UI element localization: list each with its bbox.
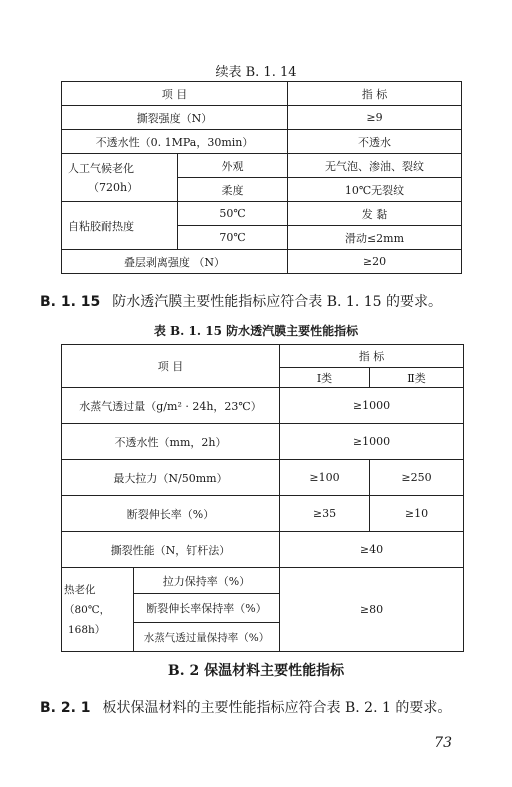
- table-row: [62, 532, 464, 568]
- row-value-class2: ≥10: [370, 496, 464, 532]
- row-value-class1: ≥35: [280, 496, 370, 532]
- table-row: [62, 388, 464, 424]
- row-label: 撕裂性能（N，钉杆法）: [62, 532, 280, 568]
- table-row: [62, 106, 462, 130]
- group-label: 自粘胶耐热度: [62, 202, 178, 250]
- table-row: [62, 202, 462, 226]
- table-row: [62, 568, 464, 594]
- row-value: 无气泡、渗油、裂纹: [288, 154, 462, 178]
- row-label: 水蒸气透过量（g/m² · 24h，23℃）: [62, 388, 280, 424]
- table1-caption: 续表 B. 1. 14: [215, 65, 297, 80]
- row-label: 不透水性（mm，2h）: [62, 424, 280, 460]
- section-heading-b-2: B. 2 保温材料主要性能指标: [167, 663, 345, 679]
- group-label-line1: 人工气候老化: [68, 161, 134, 175]
- paragraph-b-1-15: [40, 291, 442, 311]
- row-label: 最大拉力（N/50mm）: [62, 460, 280, 496]
- header-class2: Ⅱ类: [370, 368, 464, 388]
- row-label: 断裂伸长率（%）: [62, 496, 280, 532]
- group-label: [62, 154, 178, 202]
- row-label: 叠层剥离强度 （N）: [62, 250, 288, 274]
- group-label-line1: 热老化（80℃，: [64, 583, 111, 616]
- table-row: [62, 250, 462, 274]
- paragraph-b-2-1: [40, 697, 451, 717]
- clause-number: B. 1. 15: [40, 294, 101, 310]
- group-label: [62, 568, 134, 652]
- page-number: 73: [434, 735, 452, 751]
- row-value: 滑动≤2mm: [288, 226, 462, 250]
- header-item: 项 目: [62, 82, 288, 106]
- sub-label: 拉力保持率（%）: [134, 568, 280, 594]
- header-class1: Ⅰ类: [280, 368, 370, 388]
- sub-label: 柔度: [178, 178, 288, 202]
- row-value: ≥1000: [280, 424, 464, 460]
- table-row: [62, 496, 464, 532]
- row-value: ≥1000: [280, 388, 464, 424]
- table-row: [62, 460, 464, 496]
- table-row: [62, 154, 462, 178]
- sub-label: 外观: [178, 154, 288, 178]
- sub-label: 水蒸气透过量保持率（%）: [134, 623, 280, 652]
- row-value: 发 黏: [288, 202, 462, 226]
- row-value-class1: ≥100: [280, 460, 370, 496]
- row-value: ≥40: [280, 532, 464, 568]
- table-header-row: [62, 345, 464, 368]
- clause-text: 板状保温材料的主要性能指标应符合表 B. 2. 1 的要求。: [102, 700, 452, 716]
- row-value: ≥9: [288, 106, 462, 130]
- row-value: ≥80: [280, 568, 464, 652]
- row-value-class2: ≥250: [370, 460, 464, 496]
- row-value: ≥20: [288, 250, 462, 274]
- row-value: 10℃无裂纹: [288, 178, 462, 202]
- table-row: [62, 424, 464, 460]
- row-label: 不透水性（0. 1MPa，30min）: [62, 130, 288, 154]
- sub-label: 50℃: [178, 202, 288, 226]
- sub-label: 断裂伸长率保持率（%）: [134, 594, 280, 623]
- clause-number: B. 2. 1: [40, 700, 91, 716]
- table-row: [62, 130, 462, 154]
- row-label: 撕裂强度（N）: [62, 106, 288, 130]
- header-index: 指 标: [280, 345, 464, 368]
- header-index: 指 标: [288, 82, 462, 106]
- header-item: 项 目: [62, 345, 280, 388]
- clause-text: 防水透汽膜主要性能指标应符合表 B. 1. 15 的要求。: [112, 294, 442, 310]
- group-label-line2: 168h）: [68, 623, 106, 636]
- table-header-row: [62, 82, 462, 106]
- table-b-1-15: [61, 344, 464, 652]
- group-label-line2: （720h）: [88, 180, 139, 194]
- table2-caption: 表 B. 1. 15 防水透汽膜主要性能指标: [153, 324, 359, 338]
- row-value: 不透水: [288, 130, 462, 154]
- sub-label: 70℃: [178, 226, 288, 250]
- table-b-1-14-continued: [61, 81, 462, 274]
